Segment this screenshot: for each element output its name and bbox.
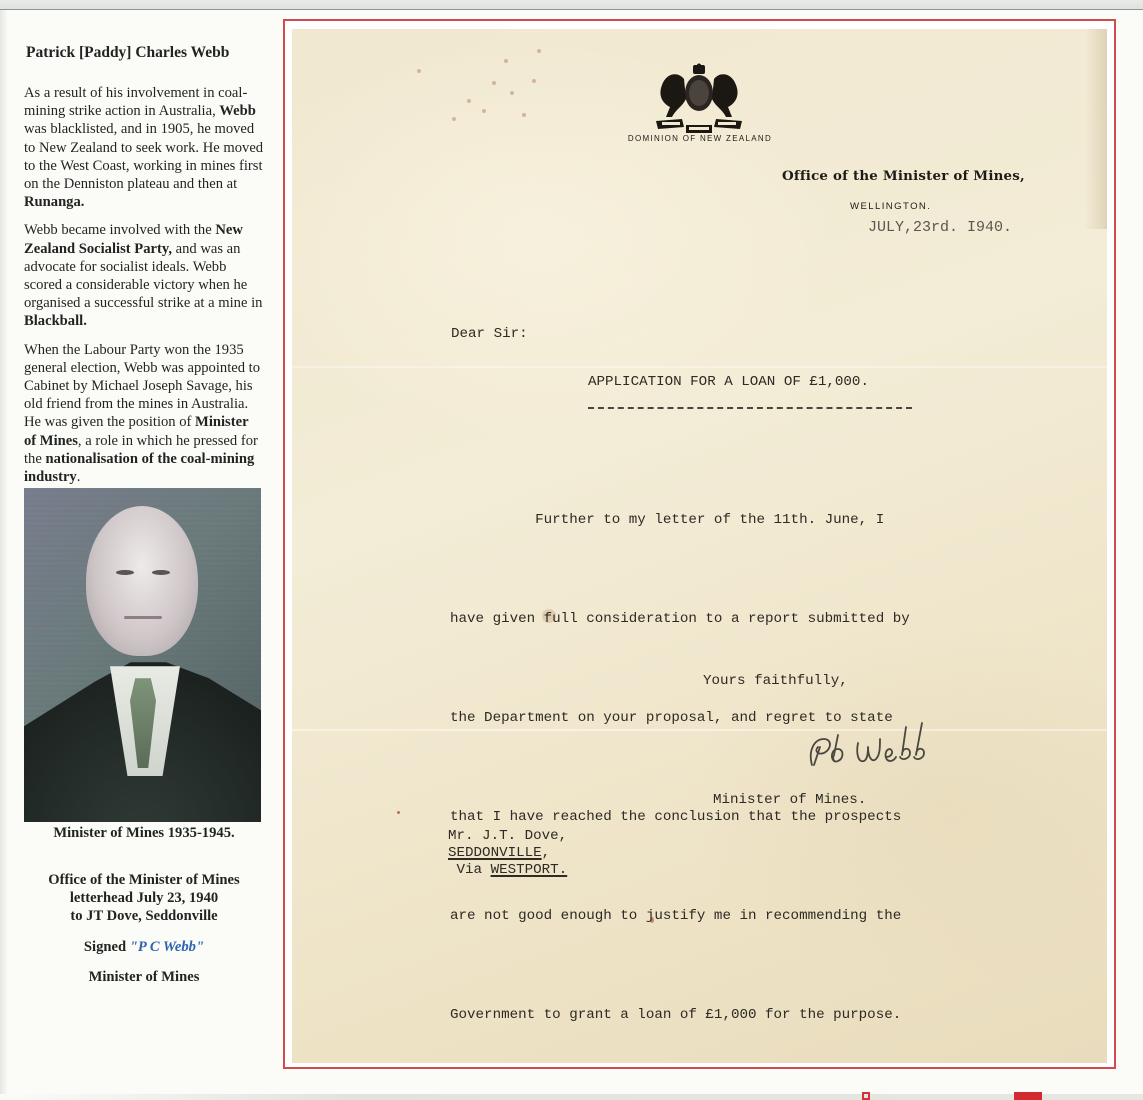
bio-emphasis: Blackball.	[24, 313, 87, 330]
letterhead-country: DOMINION OF NEW ZEALAND	[627, 134, 773, 143]
top-page-edge	[0, 0, 1143, 10]
bio-text: , a role in which he pressed for the	[24, 432, 258, 467]
letter-salutation: Dear Sir:	[451, 326, 528, 342]
portrait-photo	[24, 488, 261, 822]
letter-subject: APPLICATION FOR A LOAN OF £1,000.	[588, 374, 869, 390]
recipient-town: SEDDONVILLE	[448, 845, 542, 861]
document-caption-line: Office of the Minister of Mines	[48, 871, 240, 888]
paper-crease	[292, 366, 1107, 368]
signed-label: Signed	[83, 938, 130, 955]
subject-underline	[588, 407, 912, 409]
bio-emphasis: Webb	[219, 103, 256, 120]
bio-emphasis: Runanga.	[24, 194, 85, 211]
sidebar-title: Patrick [Paddy] Charles Webb	[26, 44, 230, 61]
bio-emphasis: Minister of Mines	[24, 414, 249, 449]
document-caption-line: letterhead July 23, 1940	[69, 890, 219, 907]
portrait-head	[86, 506, 198, 656]
sidebar-description	[24, 44, 264, 987]
letter-body-line: are not good enough to justify me in recommending the	[450, 908, 902, 924]
recipient-via-line	[448, 862, 567, 879]
bio-text: and was an advocate for socialist ideals. Webb scored a considerable victory when he organised a successful strike at a mine in	[24, 240, 263, 312]
bio-text: was blacklisted, and in 1905, he moved to New Zealand to seek work. He moved to the West Coast, working in mines first on the Denniston plateau and then at	[24, 121, 264, 193]
bio-text: When the Labour Party won the 1935 general election, Webb was appointed to Cabinet by Michael Joseph Savage, his old friend from the mines in Australia. He was given the position of	[24, 341, 261, 431]
letter-body-line: that I have reached the conclusion that the prospects	[450, 809, 902, 825]
letter-body-line: have given full consideration to a report submitted by	[450, 611, 910, 627]
handwritten-signature	[802, 717, 962, 777]
letterhead-city: WELLINGTON.	[850, 201, 932, 212]
role-caption: Minister of Mines	[88, 969, 200, 986]
recipient-town-line	[448, 845, 567, 862]
paper-fold	[1085, 29, 1107, 229]
bio-text: As a result of his involvement in coal-mining strike action in Australia,	[24, 85, 248, 120]
bio-paragraph-2	[24, 221, 264, 330]
recipient-via-place: WESTPORT.	[490, 862, 568, 878]
document-caption	[24, 871, 264, 926]
recipient-address	[448, 828, 567, 879]
left-page-edge	[0, 10, 8, 1100]
bio-text: .	[76, 469, 81, 486]
bottom-page-edge	[0, 1094, 1143, 1100]
registration-mark	[862, 1092, 870, 1100]
signed-name: "P C Webb"	[129, 938, 205, 955]
bio-paragraph-3	[24, 341, 264, 487]
letter-document	[292, 29, 1107, 1063]
bio-emphasis: New Zealand Socialist Party,	[24, 222, 243, 257]
letter-date: JULY,23rd. I940.	[868, 219, 1013, 236]
royal-coat-of-arms-icon	[654, 63, 744, 143]
signed-caption	[24, 938, 264, 956]
bio-emphasis: nationalisation of the coal-mining industry	[24, 450, 255, 486]
letter-body-line: Government to grant a loan of £1,000 for the purpose.	[450, 1007, 902, 1023]
signatory-title: Minister of Mines.	[713, 792, 867, 808]
document-caption-line: to JT Dove, Seddonville	[70, 908, 218, 925]
portrait-caption: Minister of Mines 1935-1945.	[53, 825, 235, 842]
letterhead-office: Office of the Minister of Mines,	[782, 168, 1025, 184]
recipient-name: Mr. J.T. Dove,	[448, 828, 568, 844]
recipient-via-label: Via	[448, 862, 491, 878]
registration-mark	[1014, 1092, 1042, 1100]
portrait-mouth	[124, 616, 162, 619]
bio-text: Webb became involved with the	[24, 222, 216, 239]
recipient-town-suffix: ,	[541, 845, 551, 861]
letter-body-line: Further to my letter of the 11th. June, I	[450, 512, 885, 528]
bio-paragraph-1	[24, 84, 264, 211]
letter-body-line: the Department on your proposal, and regret to state	[450, 710, 893, 726]
letter-closing: Yours faithfully,	[703, 673, 848, 689]
